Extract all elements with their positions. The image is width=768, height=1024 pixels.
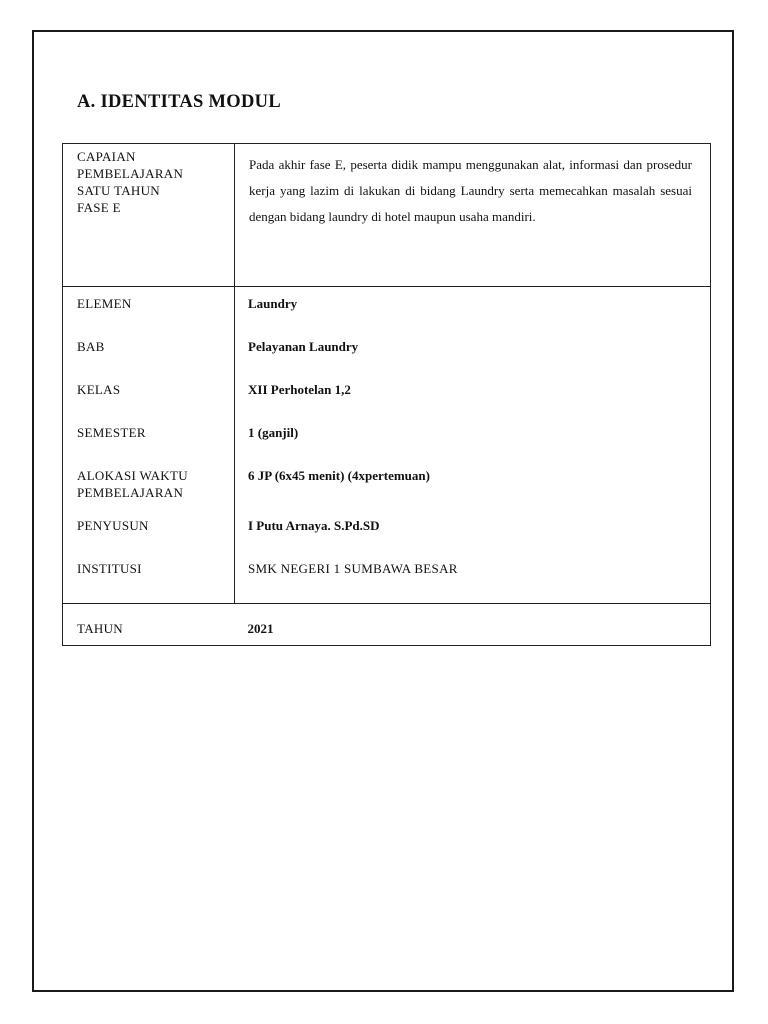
details-values — [235, 287, 711, 604]
detail-value-penyusun: I Putu Arnaya. S.Pd.SD — [248, 518, 380, 533]
detail-value-kelas: XII Perhotelan 1,2 — [248, 382, 351, 397]
detail-value-elemen: Laundry — [248, 296, 298, 311]
detail-label-bab: BAB — [77, 339, 105, 354]
capaian-label-line: FASE E — [77, 200, 121, 215]
tahun-label: TAHUN — [63, 604, 235, 646]
detail-label-semester: SEMESTER — [77, 425, 146, 440]
capaian-row — [63, 144, 711, 287]
detail-label-institusi: INSTITUSI — [77, 561, 142, 576]
detail-value-semester: 1 (ganjil) — [248, 425, 299, 440]
capaian-text: Pada akhir fase E, peserta didik mampu menggunakan alat, informasi dan prosedur kerja yang lazim di lakukan di bidang Laundry serta memecahkan masalah sesuai dengan bidang laundry di hotel maupun usaha mandiri. — [235, 144, 711, 287]
tahun-row — [63, 604, 711, 646]
detail-label-elemen: ELEMEN — [77, 296, 132, 311]
detail-value-institusi: SMK NEGERI 1 SUMBAWA BESAR — [248, 561, 458, 576]
section-heading: A. IDENTITAS MODUL — [77, 92, 281, 112]
capaian-label-line: SATU TAHUN — [77, 183, 160, 198]
capaian-label-line: CAPAIAN — [77, 149, 136, 164]
details-labels — [63, 287, 235, 604]
capaian-label-line: PEMBELAJARAN — [77, 166, 184, 181]
module-identity-table — [62, 143, 711, 646]
details-row — [63, 287, 711, 604]
detail-label-penyusun: PENYUSUN — [77, 518, 149, 533]
detail-label-kelas: KELAS — [77, 382, 121, 397]
capaian-label — [63, 144, 235, 287]
detail-value-bab: Pelayanan Laundry — [248, 339, 359, 354]
detail-value-alokasi: 6 JP (6x45 menit) (4xpertemuan) — [248, 468, 430, 483]
detail-label-alokasi: ALOKASI WAKTU PEMBELAJARAN — [77, 468, 188, 500]
tahun-value: 2021 — [235, 604, 711, 646]
